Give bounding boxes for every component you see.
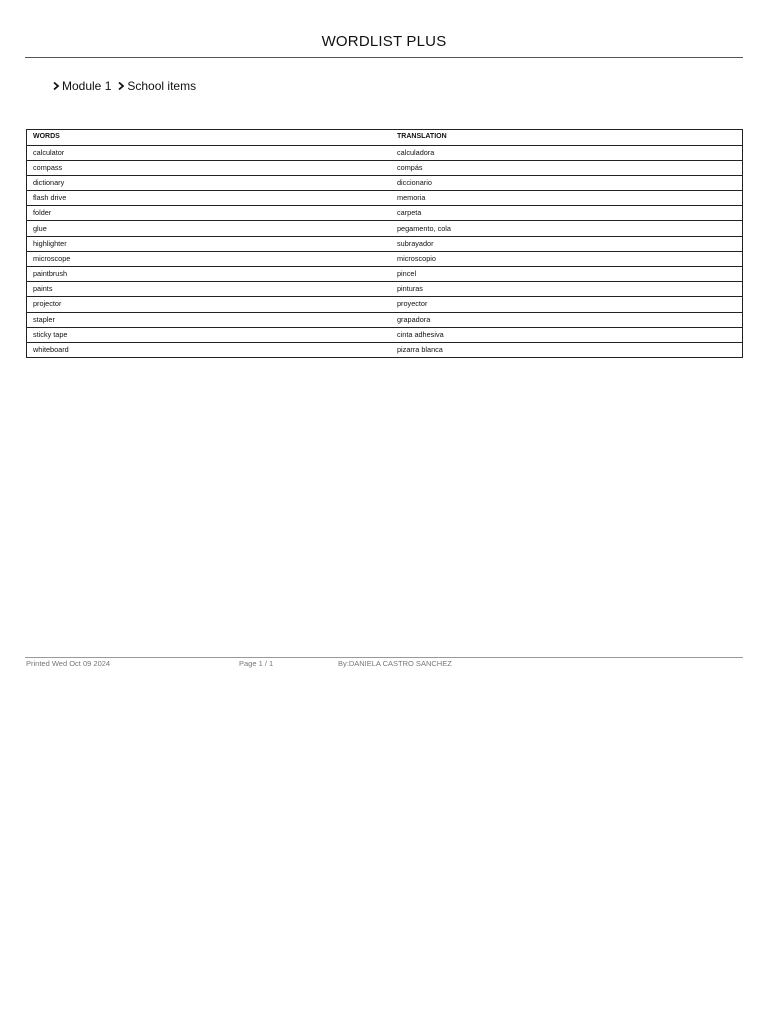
breadcrumb-item-module[interactable] <box>52 79 111 93</box>
table-row <box>27 191 743 206</box>
table-row <box>27 297 743 312</box>
translation-cell: memoria <box>391 191 743 206</box>
breadcrumb-label: School items <box>127 79 197 93</box>
translation-cell: proyector <box>391 297 743 312</box>
footer-divider <box>25 657 743 658</box>
table-row <box>27 282 743 297</box>
translation-cell: carpeta <box>391 206 743 221</box>
translation-cell: grapadora <box>391 312 743 327</box>
translation-cell: compás <box>391 160 743 175</box>
breadcrumb-item-school-items[interactable] <box>117 79 196 93</box>
table-row <box>27 236 743 251</box>
translation-cell: diccionario <box>391 175 743 190</box>
table-row <box>27 342 743 357</box>
word-cell: paints <box>27 282 392 297</box>
column-header-translation: TRANSLATION <box>391 130 743 146</box>
translation-cell: pincel <box>391 267 743 282</box>
word-cell: sticky tape <box>27 327 392 342</box>
breadcrumb-label: Module 1 <box>62 79 112 93</box>
table-row <box>27 145 743 160</box>
table-header-row <box>27 130 743 146</box>
word-cell: highlighter <box>27 236 392 251</box>
column-header-words: WORDS <box>27 130 392 146</box>
translation-cell: subrayador <box>391 236 743 251</box>
translation-cell: pinturas <box>391 282 743 297</box>
word-cell: flash drive <box>27 191 392 206</box>
footer-author: By:DANIELA CASTRO SANCHEZ <box>338 659 452 668</box>
page-title: WORDLIST PLUS <box>321 33 447 50</box>
translation-cell: pizarra blanca <box>391 342 743 357</box>
word-cell: whiteboard <box>27 342 392 357</box>
title-divider <box>25 57 743 58</box>
word-cell: calculator <box>27 145 392 160</box>
chevron-right-icon <box>52 80 61 92</box>
translation-cell: cinta adhesiva <box>391 327 743 342</box>
table-row <box>27 175 743 190</box>
breadcrumb <box>52 79 202 93</box>
word-cell: paintbrush <box>27 267 392 282</box>
word-cell: folder <box>27 206 392 221</box>
table-row <box>27 251 743 266</box>
table-row <box>27 221 743 236</box>
footer-printed-date: Printed Wed Oct 09 2024 <box>26 659 111 668</box>
translation-cell: pegamento, cola <box>391 221 743 236</box>
table-row <box>27 267 743 282</box>
wordlist-table <box>26 129 743 358</box>
word-cell: projector <box>27 297 392 312</box>
word-cell: compass <box>27 160 392 175</box>
table-row <box>27 160 743 175</box>
translation-cell: microscopio <box>391 251 743 266</box>
table-row <box>27 327 743 342</box>
translation-cell: calculadora <box>391 145 743 160</box>
table-row <box>27 312 743 327</box>
table-row <box>27 206 743 221</box>
footer-page-number: Page 1 / 1 <box>239 659 274 668</box>
word-cell: glue <box>27 221 392 236</box>
word-cell: microscope <box>27 251 392 266</box>
word-cell: dictionary <box>27 175 392 190</box>
word-cell: stapler <box>27 312 392 327</box>
chevron-right-icon <box>117 80 126 92</box>
